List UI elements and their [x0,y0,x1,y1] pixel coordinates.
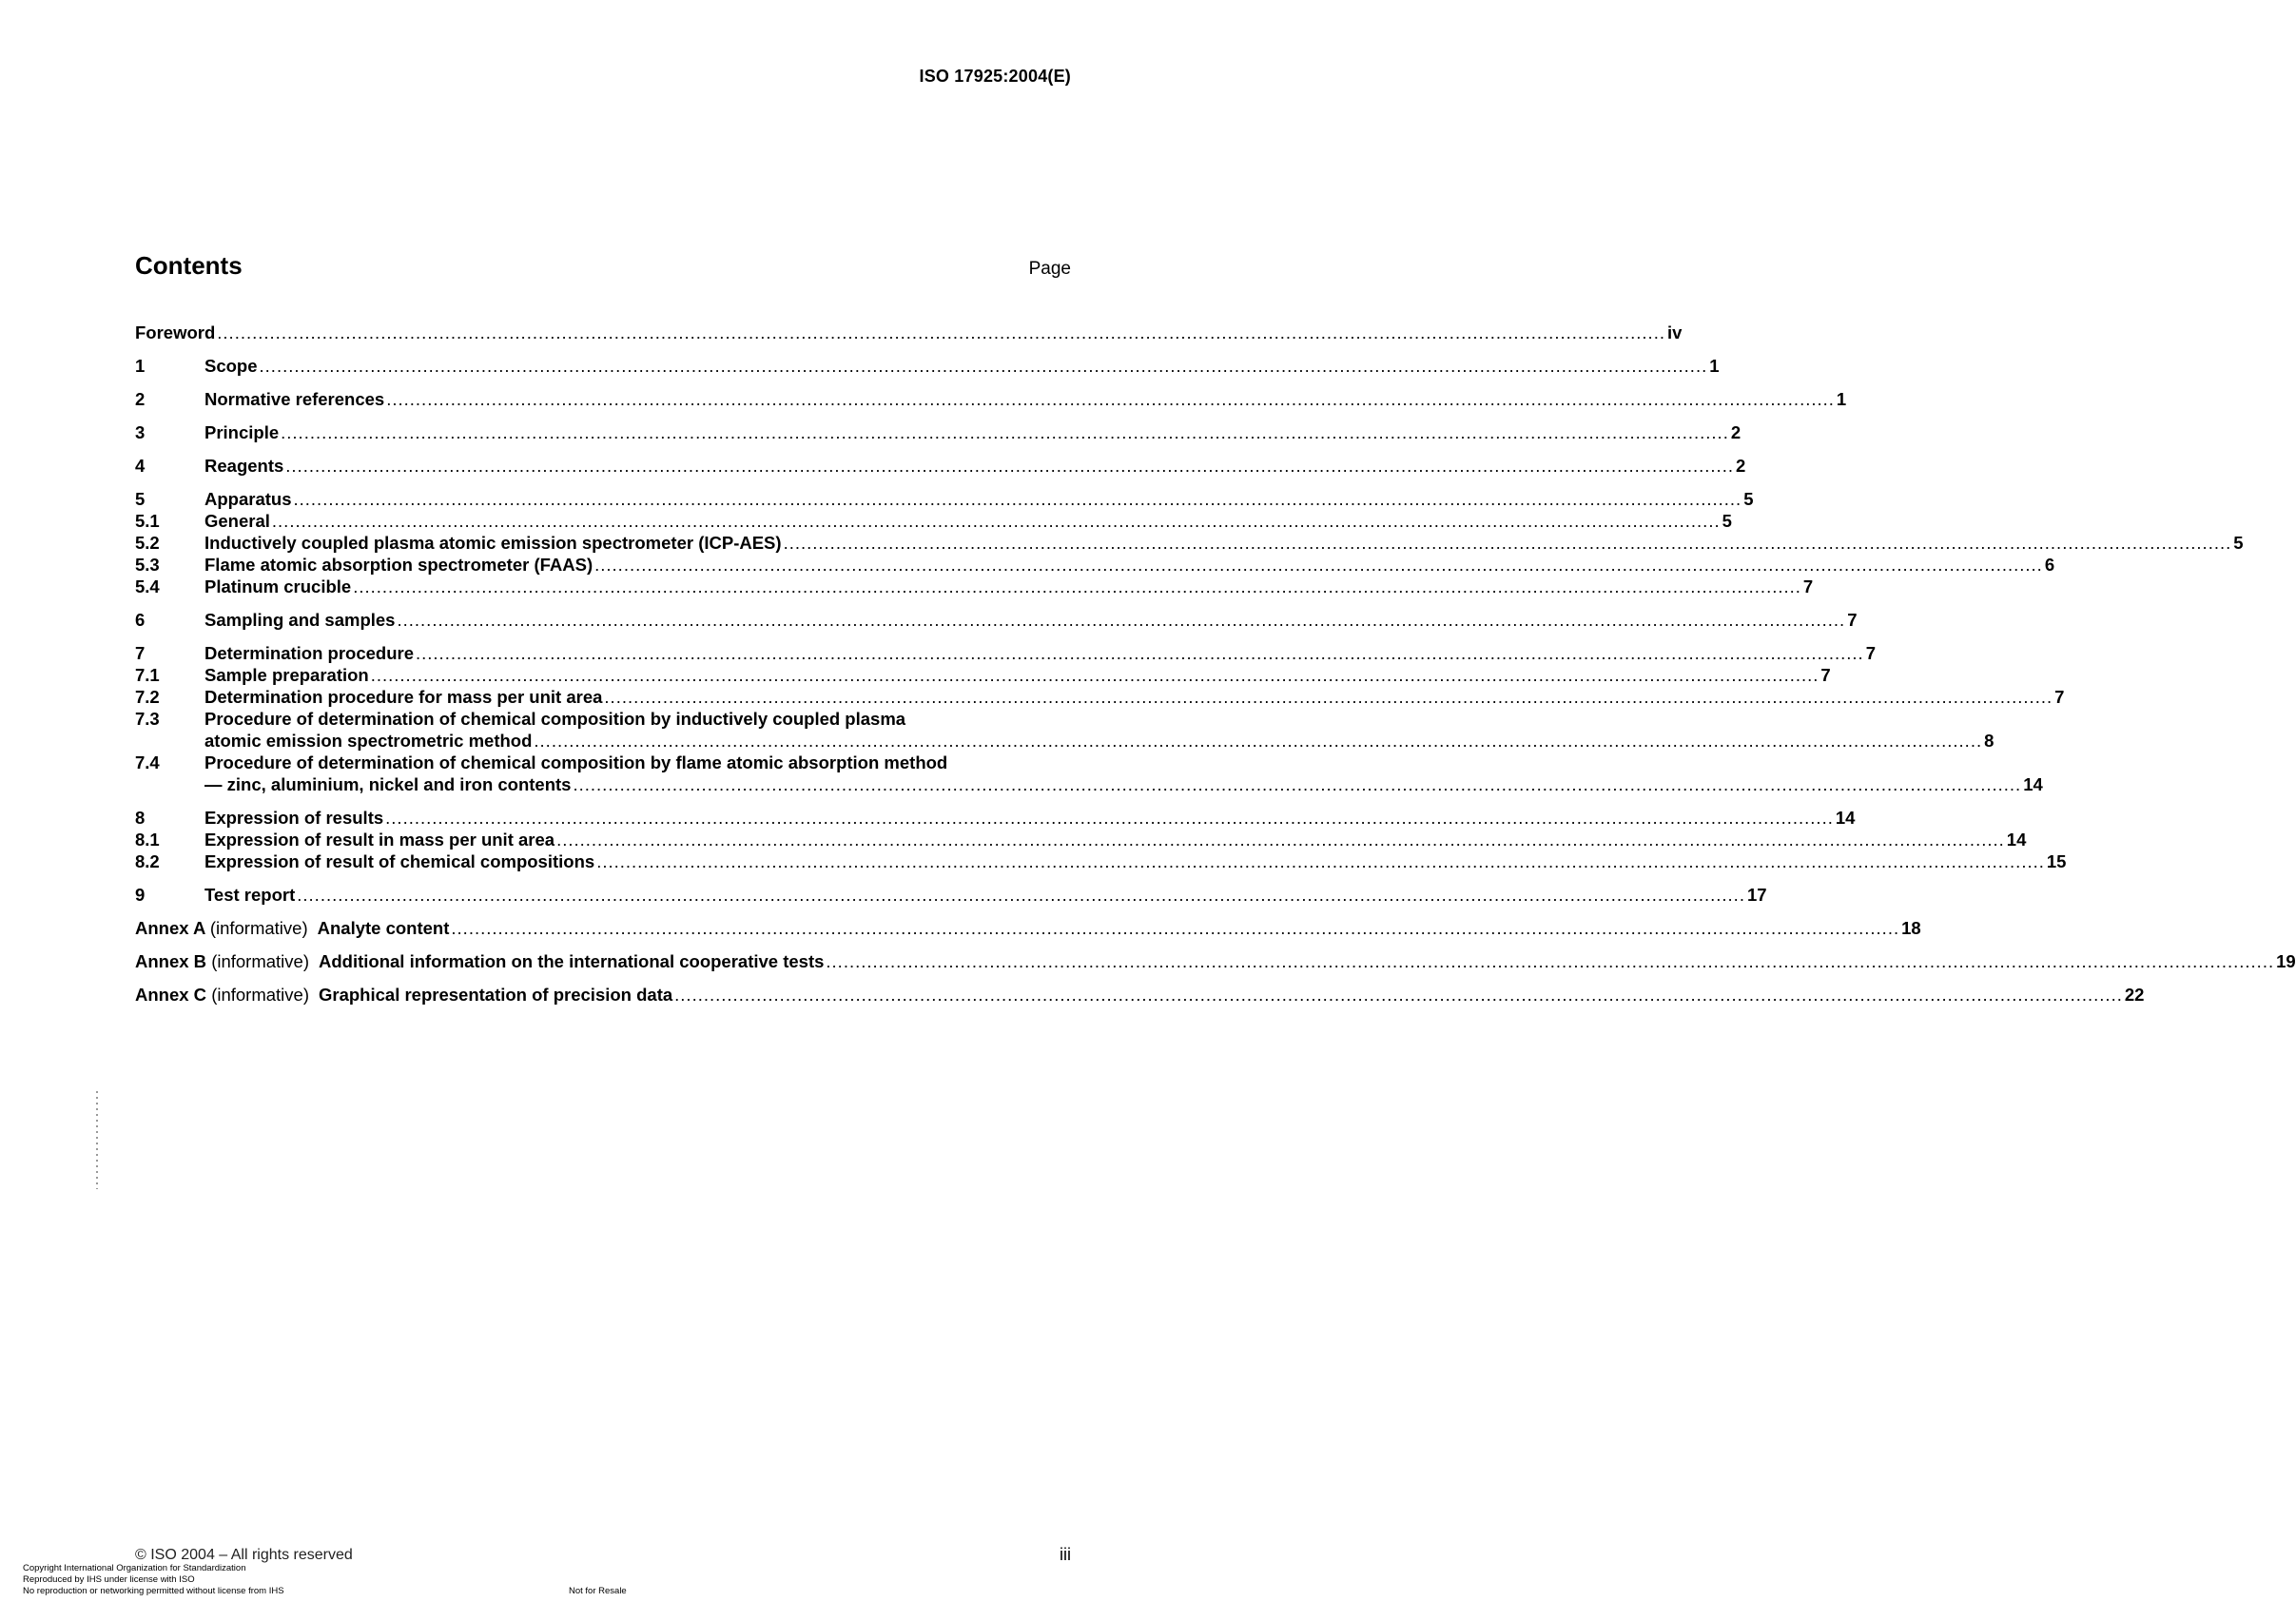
toc-page-number: 14 [1835,808,1856,828]
toc-entry-title: Flame atomic absorption spectrometer (FAAS) [204,555,593,575]
toc-page-number: 18 [1901,918,1921,938]
toc-section-number: 5.1 [135,511,160,531]
toc-page-number: 6 [2044,555,2055,575]
toc-page-number: 15 [2046,851,2067,871]
toc-entry-title: Principle [204,422,280,442]
license-stamp [23,1563,284,1597]
toc-annex-entry[interactable] [135,984,2145,1006]
toc-page-number: 7 [1865,643,1876,663]
toc-page-number: 7 [1847,610,1858,630]
table-of-contents [135,322,2296,1006]
license-stamp-line: Reproduced by IHS under license with ISO [23,1574,195,1585]
copyright-notice: © ISO 2004 – All rights reserved [135,1547,353,1563]
toc-entry[interactable] [135,455,1746,477]
toc-entry-title: — zinc, aluminium, nickel and iron contents [204,774,572,794]
dot-leader [281,421,1729,443]
dot-leader [604,686,2053,708]
toc-section-number: 7.3 [135,709,160,729]
toc-page-number: 14 [2023,774,2043,794]
annex-label-group [135,984,309,1006]
toc-entry[interactable] [135,554,2055,576]
toc-entry-title: Platinum crucible [204,576,352,596]
toc-page-number: 7 [1820,665,1831,685]
toc-entry-title-line: Procedure of determination of chemical composition by inductively coupled plasma [204,709,906,729]
toc-section-number: 8.1 [135,830,160,850]
toc-annex-entry[interactable] [135,917,1921,939]
dot-leader [353,576,1801,597]
toc-entry-title: Test report [204,885,296,905]
dot-leader [826,950,2274,972]
toc-entry[interactable] [135,642,1876,664]
toc-section-number: 8.2 [135,851,160,871]
toc-entry-title: General [204,511,270,531]
toc-page-number: 1 [1836,389,1847,409]
page-number: iii [1060,1545,1071,1564]
toc-page-number: 8 [1984,731,1994,751]
dot-leader [297,884,1745,906]
dot-leader [594,554,2043,576]
toc-page-number: 22 [2124,985,2145,1005]
dot-leader [596,850,2045,872]
toc-entry[interactable] [135,488,1754,510]
toc-page-number: 5 [1743,489,1754,509]
dot-leader [272,510,1721,532]
toc-entry-title: Apparatus [204,489,292,509]
toc-entry[interactable] [135,807,1856,829]
dot-leader [217,322,1665,343]
toc-entry-title: Expression of results [204,808,384,828]
dot-leader [294,488,1742,510]
toc-entry-title: Normative references [204,389,385,409]
dot-leader [386,388,1835,410]
toc-section-number: 1 [135,356,146,376]
not-for-resale-stamp: Not for Resale [569,1586,627,1596]
dot-leader [285,455,1734,477]
toc-section-number: 4 [135,456,146,476]
annex-label: Annex C [135,985,207,1005]
toc-entry-title: Scope [204,356,258,376]
toc-page-number: 5 [2233,533,2244,553]
toc-entry[interactable] [135,388,1847,410]
license-stamp-line: Copyright International Organization for Standardization [23,1563,246,1573]
margin-dotted-line [96,1089,98,1189]
dot-leader [451,917,1899,939]
toc-entry[interactable] [135,884,1767,906]
toc-page-number: 17 [1746,885,1767,905]
dot-leader [260,355,1708,377]
toc-entry-title: Determination procedure for mass per unit area [204,687,603,707]
toc-page-number: 2 [1735,456,1746,476]
dot-leader [674,984,2123,1006]
annex-type: (informative) [211,985,309,1005]
toc-section-number: 5.4 [135,576,160,596]
dot-leader [556,829,2005,850]
toc-entry-title: Expression of result of chemical compositions [204,851,595,871]
annex-title: Graphical representation of precision data [319,985,673,1005]
dot-leader [416,642,1864,664]
toc-entry[interactable] [135,752,2043,795]
toc-entry[interactable] [135,609,1858,631]
toc-page-number: 1 [1709,356,1720,376]
annex-label: Annex A [135,918,205,938]
dot-leader [784,532,2232,554]
toc-section-number: 8 [135,808,146,828]
toc-section-number: 7 [135,643,146,663]
toc-section-number: 6 [135,610,146,630]
page-column-label: Page [1028,259,1071,279]
toc-section-number: 9 [135,885,146,905]
toc-entry-title: Sampling and samples [204,610,396,630]
toc-page-number: 7 [1802,576,1814,596]
license-stamp-line: No reproduction or networking permitted without license from IHS [23,1586,284,1596]
annex-type: (informative) [211,951,309,971]
toc-section-number: 7.4 [135,752,160,772]
toc-entry[interactable] [135,510,1732,532]
dot-leader [371,664,1819,686]
toc-entry-title: atomic emission spectrometric method [204,731,533,751]
toc-entry-title: Reagents [204,456,284,476]
toc-entry[interactable] [135,532,2244,554]
toc-section-number: 5 [135,489,146,509]
toc-page-number: 2 [1730,422,1741,442]
annex-label-group [135,950,309,972]
toc-entry-title-line: Procedure of determination of chemical composition by flame atomic absorption method [204,752,948,772]
toc-entry-title: Determination procedure [204,643,414,663]
toc-section-number: 5.3 [135,555,160,575]
toc-section-number: 5.2 [135,533,160,553]
toc-section-number: 7.2 [135,687,160,707]
page-title: Contents [135,251,243,280]
toc-page-number: 7 [2054,687,2065,707]
dot-leader [573,773,2021,795]
toc-page-number: 19 [2276,951,2296,971]
toc-entry[interactable] [135,576,1814,597]
dot-leader [397,609,1845,631]
annex-label: Annex B [135,951,207,971]
dot-leader [534,730,1982,752]
toc-entry[interactable] [135,355,1720,377]
toc-entry[interactable] [135,664,1831,686]
toc-page-number: 5 [1722,511,1732,531]
toc-entry[interactable] [135,421,1741,443]
dot-leader [385,807,1834,829]
toc-entry-title: Foreword [135,322,216,342]
annex-type: (informative) [209,918,308,938]
toc-entry-title: Expression of result in mass per unit area [204,830,555,850]
toc-section-number: 7.1 [135,665,160,685]
toc-entry-title: Inductively coupled plasma atomic emission spectrometer (ICP-AES) [204,533,782,553]
annex-title: Analyte content [317,918,450,938]
document-id: ISO 17925:2004(E) [919,67,1071,86]
toc-entry[interactable] [135,686,2065,708]
toc-page-number: iv [1666,322,1683,342]
toc-section-number: 2 [135,389,146,409]
annex-label-group [135,917,308,939]
toc-annex-entry[interactable] [135,950,2296,972]
toc-entry[interactable] [135,829,2027,850]
toc-entry-title: Sample preparation [204,665,369,685]
toc-page-number: 14 [2006,830,2027,850]
toc-entry[interactable] [135,850,2067,872]
toc-section-number: 3 [135,422,146,442]
toc-entry[interactable] [135,322,1683,343]
annex-title: Additional information on the international cooperative tests [319,951,825,971]
toc-entry[interactable] [135,708,1994,752]
